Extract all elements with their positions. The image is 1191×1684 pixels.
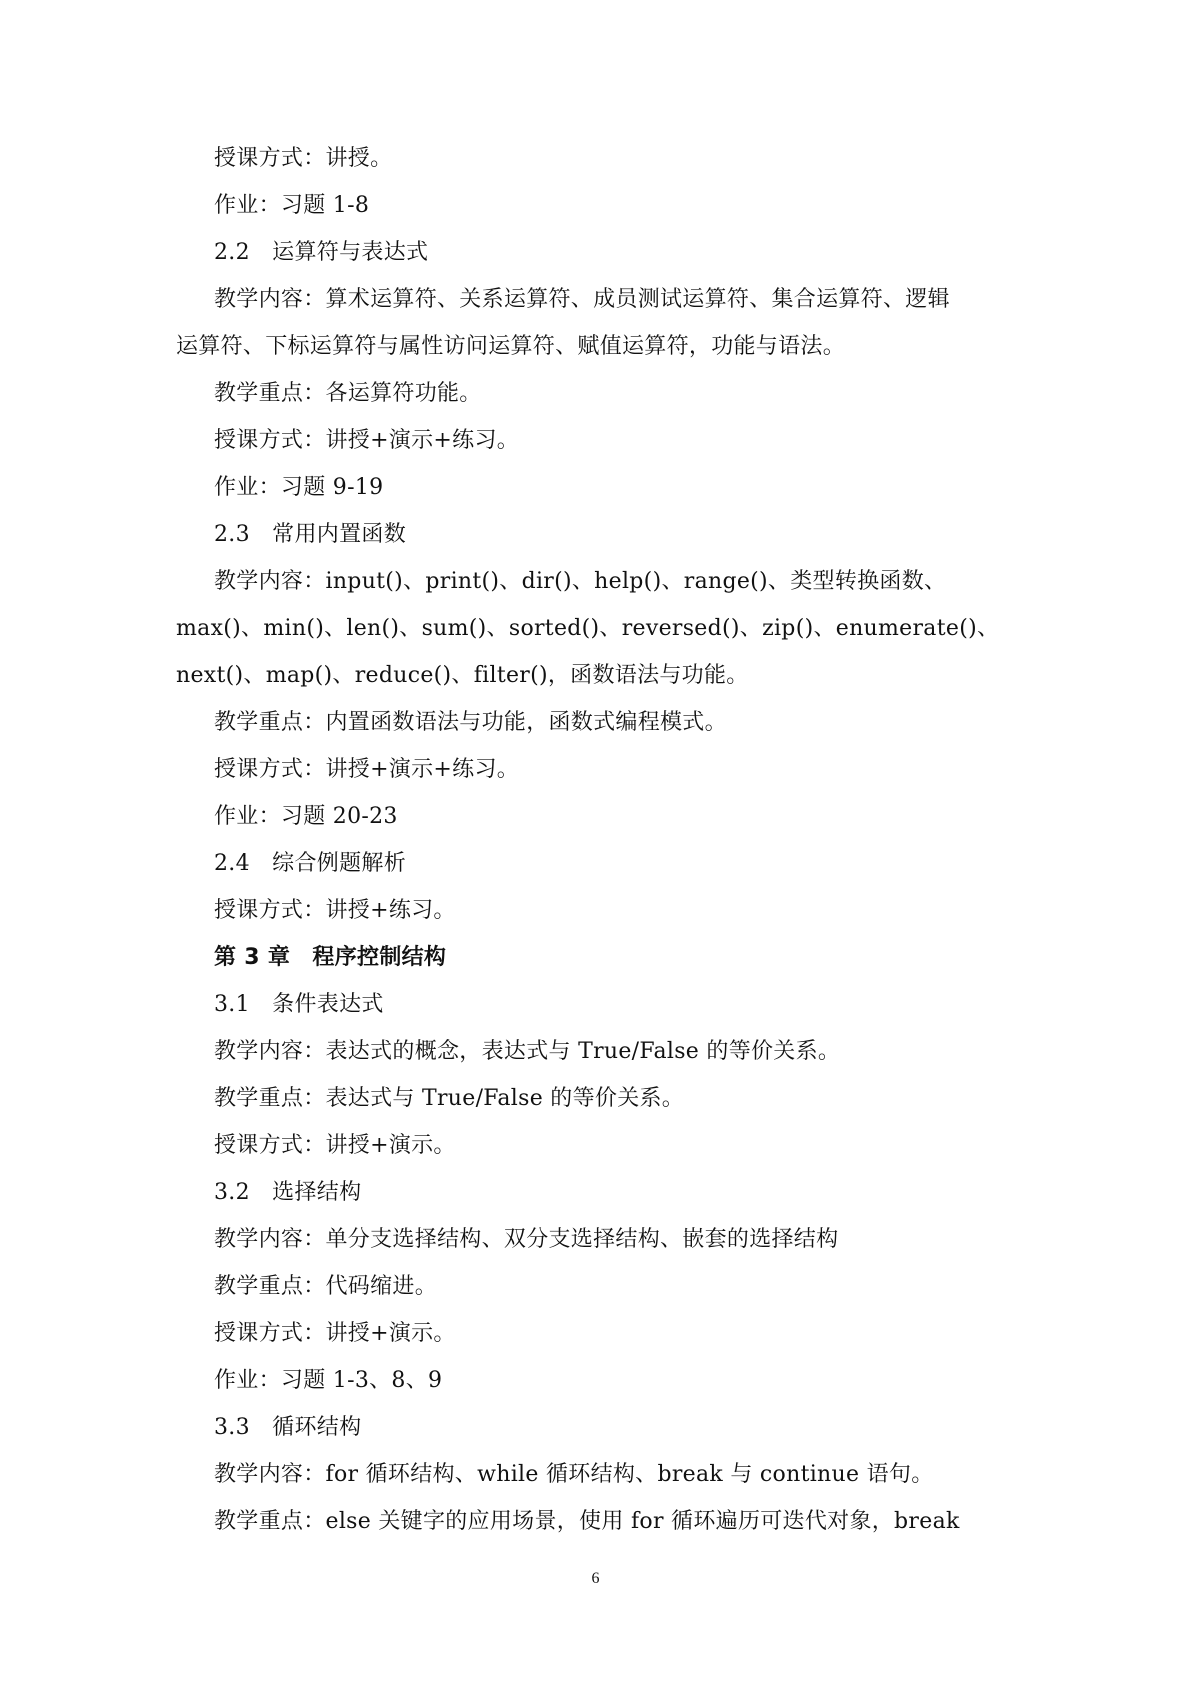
text-line: 教学重点：表达式与 True/False 的等价关系。 [214,1086,685,1111]
page-number: 6 [591,1570,600,1587]
text-line: 3.3 循环结构 [214,1415,362,1440]
document-body [176,135,1026,1545]
text-line: 授课方式：讲授+演示。 [214,1133,456,1158]
text-line: 教学重点：else 关键字的应用场景，使用 for 循环遍历可迭代对象，break [214,1509,960,1534]
chapter-heading: 第 3 章 程序控制结构 [214,945,447,970]
text-line: 2.4 综合例题解析 [214,851,406,876]
text-line: 教学内容：算术运算符、关系运算符、成员测试运算符、集合运算符、逻辑 [214,287,950,312]
text-line: 2.3 常用内置函数 [214,522,406,547]
text-line: 教学内容：表达式的概念，表达式与 True/False 的等价关系。 [214,1039,841,1064]
text-line: 作业：习题 1-3、8、9 [214,1368,443,1393]
text-line: 教学内容：input()、print()、dir()、help()、range()、类型转换函数、 [214,569,947,594]
text-line: 授课方式：讲授+演示。 [214,1321,456,1346]
text-line: 授课方式：讲授。 [214,146,393,171]
text-line: 2.2 运算符与表达式 [214,240,429,265]
text-line: 3.2 选择结构 [214,1180,362,1205]
text-line: 教学重点：代码缩进。 [214,1274,438,1299]
text-line: next()、map()、reduce()、filter()，函数语法与功能。 [176,663,749,688]
text-line: 运算符、下标运算符与属性访问运算符、赋值运算符，功能与语法。 [176,334,846,359]
text-line: 教学重点：内置函数语法与功能，函数式编程模式。 [214,710,727,735]
text-line: 作业：习题 9-19 [214,475,384,500]
text-line: 授课方式：讲授+练习。 [214,898,456,923]
text-line: 授课方式：讲授+演示+练习。 [214,757,520,782]
text-line: 教学内容：for 循环结构、while 循环结构、break 与 continue 语句。 [214,1462,934,1487]
text-line: 教学重点：各运算符功能。 [214,381,482,406]
text-line: 教学内容：单分支选择结构、双分支选择结构、嵌套的选择结构 [214,1227,839,1252]
text-line: max()、min()、len()、sum()、sorted()、reversed()、zip()、enumerate()、 [176,616,1000,641]
text-line: 作业：习题 1-8 [214,193,370,218]
text-line: 作业：习题 20-23 [214,804,398,829]
text-line: 授课方式：讲授+演示+练习。 [214,428,520,453]
text-line: 3.1 条件表达式 [214,992,384,1017]
